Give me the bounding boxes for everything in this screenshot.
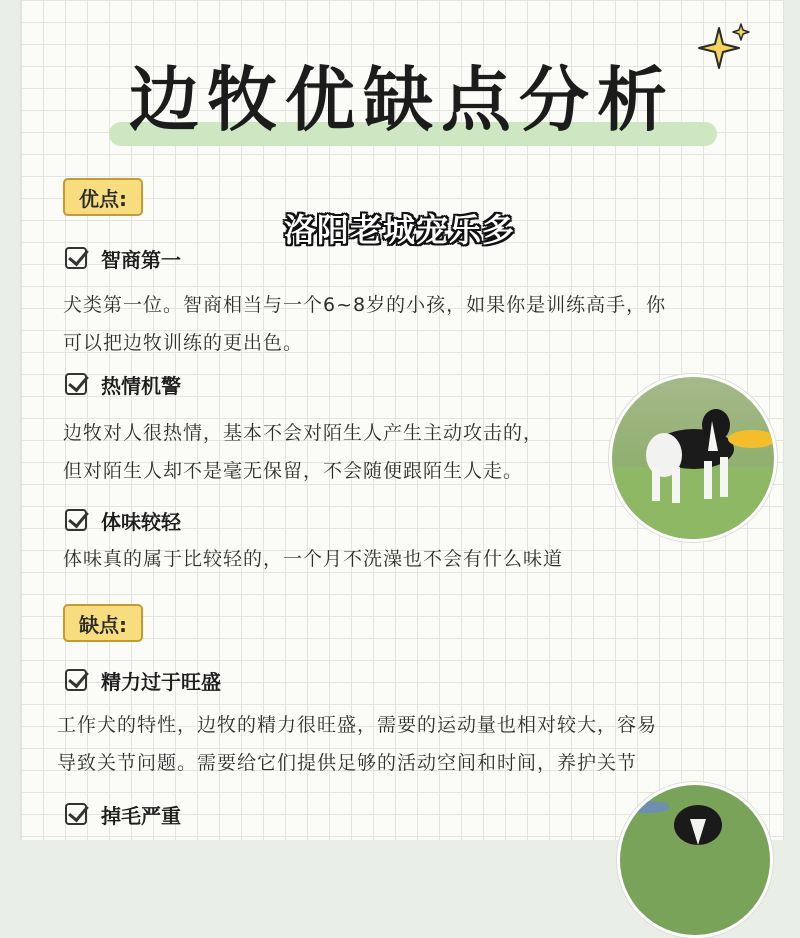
checkbox-icon (65, 669, 87, 691)
page-title: 边牧优缺点分析 (129, 59, 675, 141)
con-heading-2-text: 掉毛严重 (101, 803, 181, 828)
pro-text-1-line-2: 可以把边牧训练的更出色。 (63, 332, 304, 354)
con-text-1 (57, 706, 657, 782)
pro-text-3 (63, 540, 563, 578)
checkbox-icon (65, 803, 87, 825)
paper-background (20, 0, 784, 840)
pro-text-3-line-1: 体味真的属于比较轻的，一个月不洗澡也不会有什么味道 (63, 548, 564, 570)
pro-text-1-line-1: 犬类第一位。智商相当与一个6~8岁的小孩，如果你是训练高手，你 (63, 294, 667, 316)
dog-photo (609, 374, 777, 542)
cons-tag: 缺点: (63, 604, 143, 642)
pro-text-2-line-2: 但对陌生人却不是毫无保留，不会随便跟陌生人走。 (63, 460, 524, 482)
pro-text-1 (63, 286, 666, 362)
checkbox-icon (65, 373, 87, 395)
pro-heading-3 (65, 504, 181, 536)
dog-photo-2 (617, 782, 773, 938)
pro-text-2 (63, 414, 543, 490)
pro-heading-2-text: 热情机警 (101, 373, 181, 398)
checkbox-icon (65, 247, 87, 269)
pro-heading-1-text: 智商第一 (101, 247, 181, 272)
pros-tag: 优点: (63, 178, 143, 216)
pro-heading-2 (65, 368, 181, 400)
con-text-1-line-2: 导致关节问题。需要给它们提供足够的活动空间和时间，养护关节 (57, 752, 638, 774)
checkbox-icon (65, 509, 87, 531)
pro-text-2-line-1: 边牧对人很热情，基本不会对陌生人产生主动攻击的， (63, 422, 544, 444)
con-text-1-line-1: 工作犬的特性，边牧的精力很旺盛，需要的运动量也相对较大，容易 (57, 714, 658, 736)
con-heading-2 (65, 798, 181, 830)
title-block (21, 52, 783, 152)
sparkle-icon (697, 22, 751, 76)
watermark-text: 洛阳老城宠乐多 (284, 211, 516, 249)
con-heading-1 (65, 664, 221, 696)
pro-heading-3-text: 体味较轻 (101, 509, 181, 534)
pro-heading-1 (65, 242, 181, 274)
con-heading-1-text: 精力过于旺盛 (101, 669, 221, 694)
